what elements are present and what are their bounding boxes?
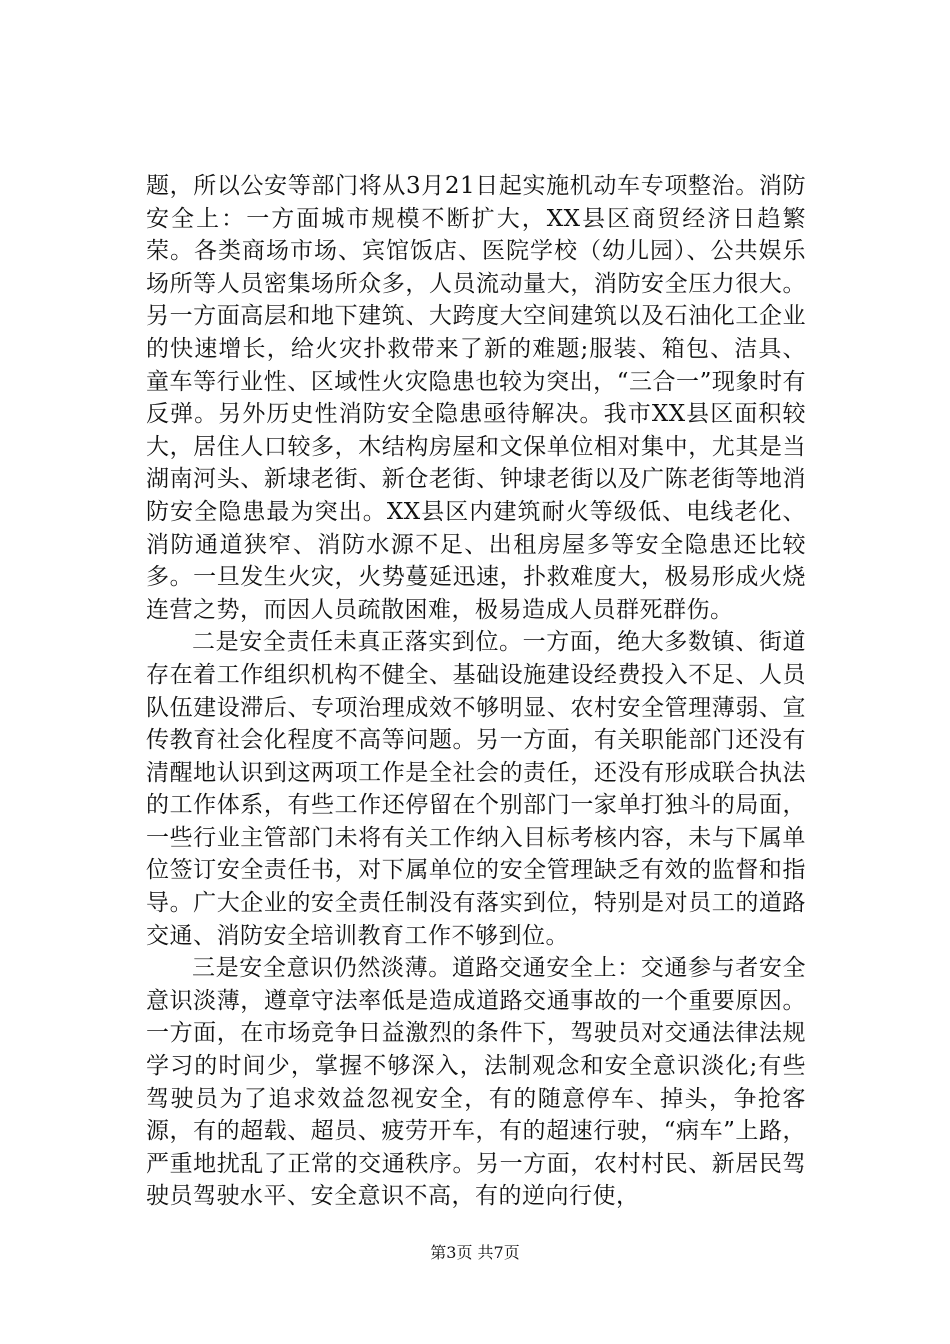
page-number-footer: 第3页 共7页	[430, 1243, 520, 1262]
document-body	[146, 170, 806, 1213]
paragraph-safety-awareness: 三是安全意识仍然淡薄。道路交通安全上：交通参与者安全意识淡薄，遵章守法率低是造成道路交通事故的一个重要原因。一方面，在市场竞争日益激烈的条件下，驾驶员对交通法律法规学习的时间少，掌握不够深入，法制观念和安全意识淡化;有些驾驶员为了追求效益忽视安全，有的随意停车、掉头，争抢客源，有的超载、超员、疲劳开车，有的超速行驶，“病车”上路，严重地扰乱了正常的交通秩序。另一方面，农村村民、新居民驾驶员驾驶水平、安全意识不高，有的逆向行使，	[146, 955, 806, 1210]
paragraph-safety-responsibility: 二是安全责任未真正落实到位。一方面，绝大多数镇、街道存在着工作组织机构不健全、基础设施建设经费投入不足、人员队伍建设滞后、专项治理成效不够明显、农村安全管理薄弱、宣传教育社会化程度不高等问题。另一方面，有关职能部门还没有清醒地认识到这两项工作是全社会的责任，还没有形成联合执法的工作体系，有些工作还停留在个别部门一家单打独斗的局面，一些行业主管部门未将有关工作纳入目标考核内容，未与下属单位签订安全责任书，对下属单位的安全管理缺乏有效的监督和指导。广大企业的安全责任制没有落实到位，特别是对员工的道路交通、消防安全培训教育工作不够到位。	[146, 629, 806, 949]
paragraph-continued-fire-safety: 题，所以公安等部门将从3月21日起实施机动车专项整治。消防安全上：一方面城市规模不断扩大，XX县区商贸经济日趋繁荣。各类商场市场、宾馆饭店、医院学校（幼儿园）、公共娱乐场所等人员密集场所众多，人员流动量大，消防安全压力很大。另一方面高层和地下建筑、大跨度大空间建筑以及石油化工企业的快速增长，给火灾扑救带来了新的难题;服装、箱包、洁具、童车等行业性、区域性火灾隐患也较为突出，“三合一”现象时有反弹。另外历史性消防安全隐患亟待解决。我市XX县区面积较大，居住人口较多，木结构房屋和文保单位相对集中，尤其是当湖南河头、新埭老街、新仓老街、钟埭老街以及广陈老街等地消防安全隐患最为突出。XX县区内建筑耐火等级低、电线老化、消防通道狭窄、消防水源不足、出租房屋多等安全隐患还比较多。一旦发生火灾，火势蔓延迅速，扑救难度大，极易形成火烧连营之势，而因人员疏散困难，极易造成人员群死群伤。	[146, 173, 806, 623]
